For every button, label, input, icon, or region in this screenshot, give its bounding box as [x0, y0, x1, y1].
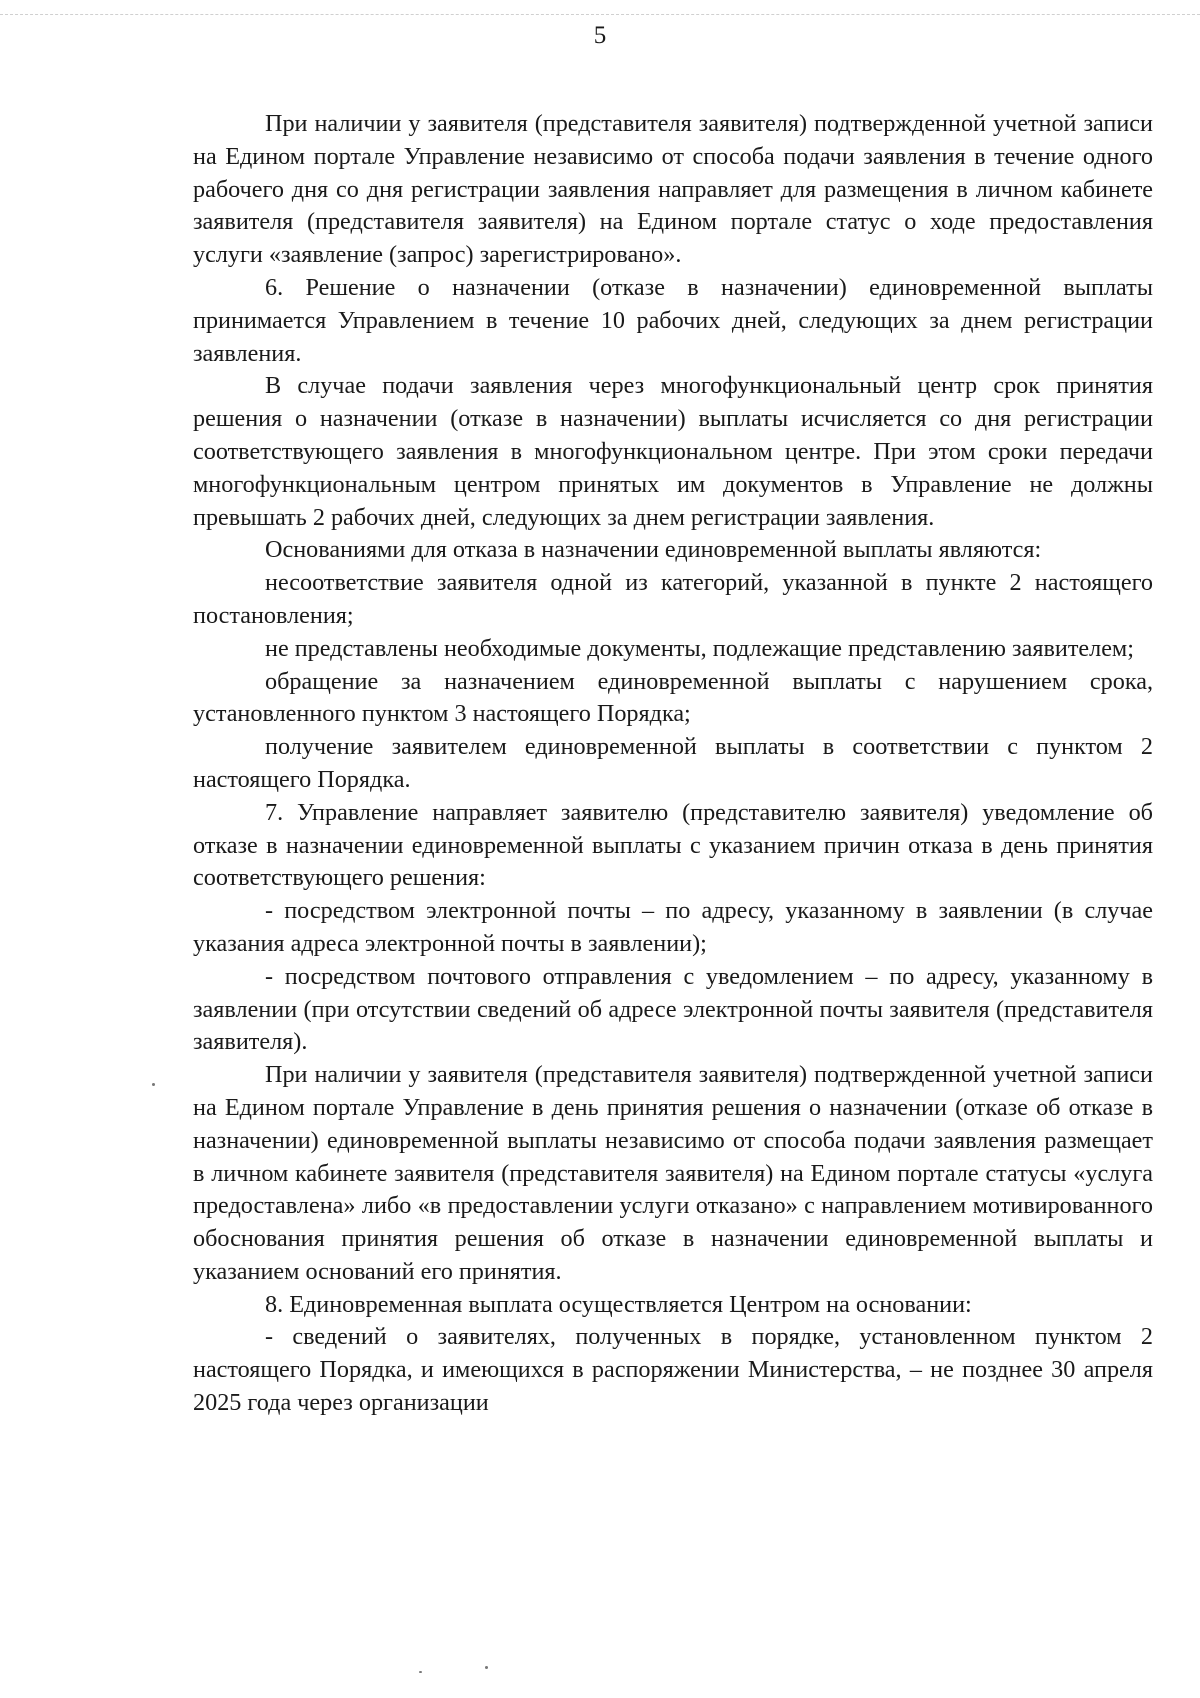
scan-speck [152, 1083, 155, 1086]
paragraph: В случае подачи заявления через многофункциональный центр срок принятия решения о назначении (отказе в назначении) выплаты исчисляется со дня регистрации соответствующего заявления в многофункциональном центре. При этом сроки передачи многофункциональным центром принятых им документов в Управление не должны превышать 2 рабочих дней, следующих за днем регистрации заявления. [193, 372, 1153, 531]
paragraph: 7. Управление направляет заявителю (представителю заявителя) уведомление об отказе в назначении единовременной выплаты с указанием причин отказа в день принятия соответствующего решения: [193, 798, 1153, 892]
list-item: - сведений о заявителях, полученных в порядке, установленном пунктом 2 настоящего Порядка, и имеющихся в распоряжении Министерства, – не позднее 30 апреля 2025 года через организации [193, 1323, 1153, 1417]
list-item: - посредством электронной почты – по адресу, указанному в заявлении (в случае указания адреса электронной почты в заявлении); [193, 897, 1153, 957]
paragraph: Основаниями для отказа в назначении единовременной выплаты являются: [265, 536, 1042, 564]
scan-speck [485, 1666, 488, 1669]
scan-edge-line [0, 14, 1200, 17]
scan-speck [419, 1671, 422, 1673]
list-item: - посредством почтового отправления с уведомлением – по адресу, указанному в заявлении (при отсутствии сведений об адресе электронной почты заявителя (представителя заявителя). [193, 962, 1153, 1056]
paragraph: При наличии у заявителя (представителя заявителя) подтвержденной учетной записи на Едином портале Управление в день принятия решения о назначении (отказе об отказе в назначении) единовременной выплаты независимо от способа подачи заявления размещает в личном кабинете заявителя (представителя заявителя) на Едином портале статусы «услуга предоставлена» либо «в предоставлении услуги отказано» с направлением мотивированного обоснования принятия решения об отказе в назначении единовременной выплаты и указанием оснований его принятия. [193, 1061, 1153, 1285]
list-item: несоответствие заявителя одной из категорий, указанной в пункте 2 настоящего постановления; [193, 569, 1153, 629]
paragraph: 8. Единовременная выплата осуществляется Центром на основании: [265, 1290, 972, 1318]
document-body [193, 108, 1153, 1420]
page-number: 5 [593, 22, 607, 49]
paragraph: При наличии у заявителя (представителя заявителя) подтвержденной учетной записи на Едином портале Управление независимо от способа подачи заявления в течение одного рабочего дня со дня регистрации заявления направляет для размещения в личном кабинете заявителя (представителя заявителя) на Едином портале статус о ходе предоставления услуги «заявление (запрос) зарегистрировано». [193, 110, 1153, 269]
list-item: обращение за назначением единовременной выплаты с нарушением срока, установленного пунктом 3 настоящего Порядка; [193, 667, 1153, 728]
list-item: не представлены необходимые документы, подлежащие представлению заявителем; [265, 634, 1134, 662]
list-item: получение заявителем единовременной выплаты в соответствии с пунктом 2 настоящего Порядка. [193, 733, 1153, 793]
paragraph: 6. Решение о назначении (отказе в назначении) единовременной выплаты принимается Управлением в течение 10 рабочих дней, следующих за днем регистрации заявления. [193, 273, 1153, 367]
